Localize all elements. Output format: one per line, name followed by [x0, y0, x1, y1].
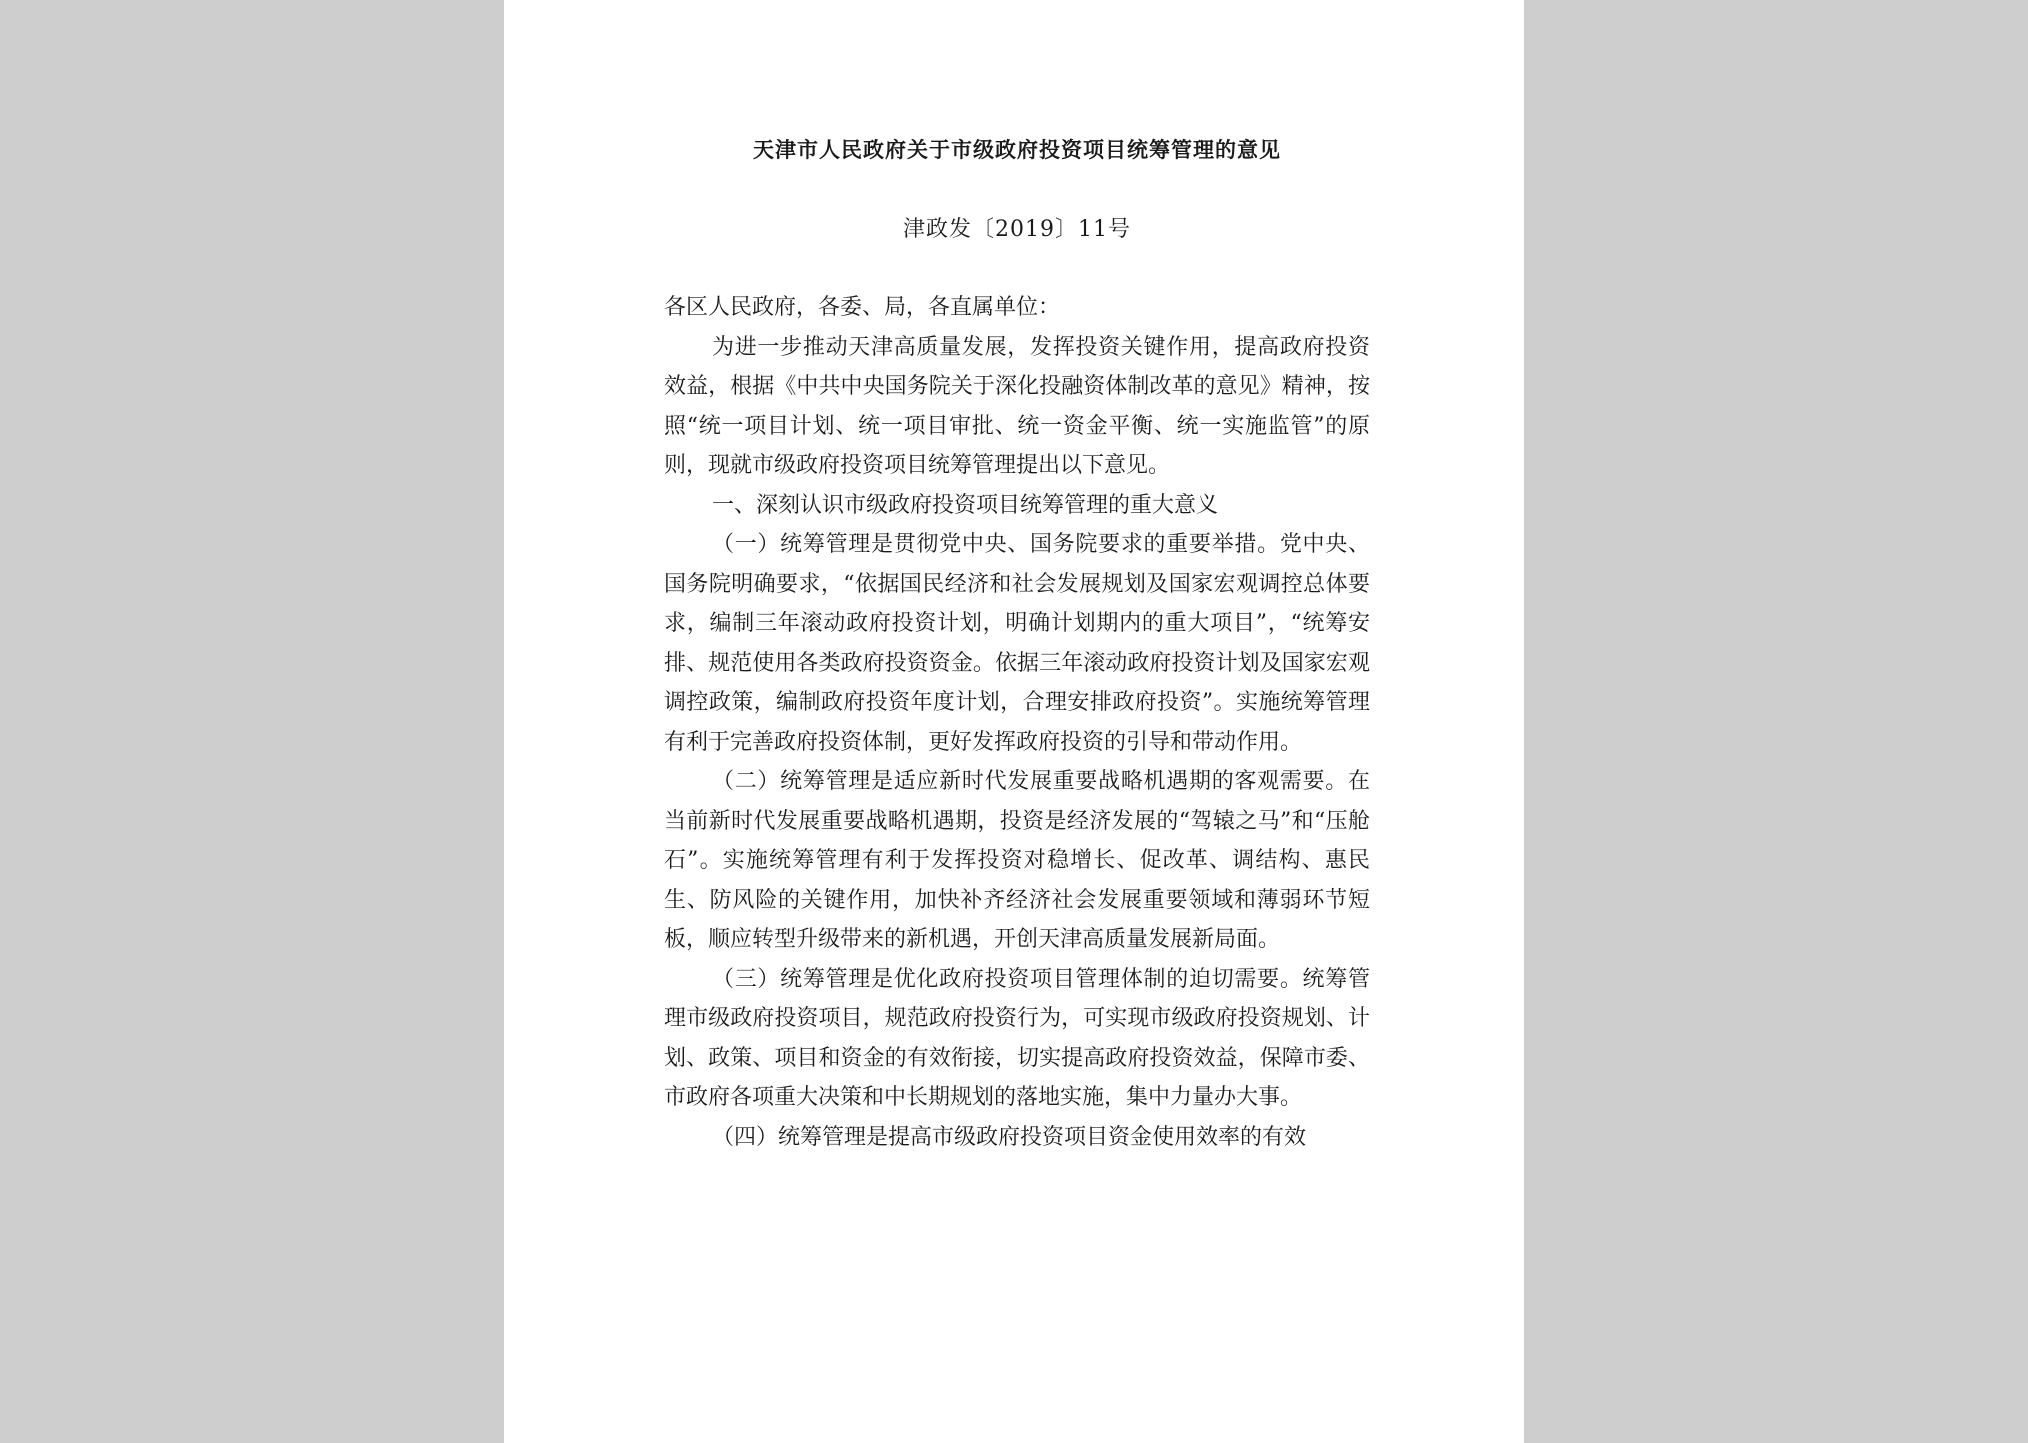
document-body — [664, 288, 1370, 1157]
paragraph-1-4: （四）统筹管理是提高市级政府投资项目资金使用效率的有效 — [712, 1124, 1307, 1150]
paragraph-1-3: （三）统筹管理是优化政府投资项目管理体制的迫切需要。统筹管理市级政府投资项目，规范政府投资行为，可实现市级政府投资规划、计划、政策、项目和资金的有效衔接，切实提高政府投资效益，保障市委、市政府各项重大决策和中长期规划的落地实施，集中力量办大事。 — [664, 966, 1370, 1110]
document-number: 津政发〔2019〕11号 — [903, 217, 1131, 242]
document-page — [504, 0, 1524, 1443]
paragraph-1-2: （二）统筹管理是适应新时代发展重要战略机遇期的客观需要。在当前新时代发展重要战略机遇期，投资是经济发展的“驾辕之马”和“压舱石”。实施统筹管理有利于发挥投资对稳增长、促改革、调结构、惠民生、防风险的关键作用，加快补齐经济社会发展重要领域和薄弱环节短板，顺应转型升级带来的新机遇，开创天津高质量发展新局面。 — [664, 769, 1370, 952]
paragraph-1-1: （一）统筹管理是贯彻党中央、国务院要求的重要举措。党中央、国务院明确要求，“依据国民经济和社会发展规划及国家宏观调控总体要求，编制三年滚动政府投资计划，明确计划期内的重大项目”，“统筹安排、规范使用各类政府投资资金。依据三年滚动政府投资计划及国家宏观调控政策，编制政府投资年度计划，合理安排政府投资”。实施统筹管理有利于完善政府投资体制，更好发挥政府投资的引导和带动作用。 — [664, 532, 1370, 755]
document-title: 天津市人民政府关于市级政府投资项目统筹管理的意见 — [753, 137, 1281, 162]
paragraph-intro: 为进一步推动天津高质量发展，发挥投资关键作用，提高政府投资效益，根据《中共中央国务院关于深化投融资体制改革的意见》精神，按照“统一项目计划、统一项目审批、统一资金平衡、统一实施监管”的原则，现就市级政府投资项目统筹管理提出以下意见。 — [664, 334, 1370, 478]
addressee-line: 各区人民政府，各委、局，各直属单位： — [664, 295, 1061, 320]
section-heading-1: 一、深刻认识市级政府投资项目统筹管理的重大意义 — [712, 492, 1219, 518]
